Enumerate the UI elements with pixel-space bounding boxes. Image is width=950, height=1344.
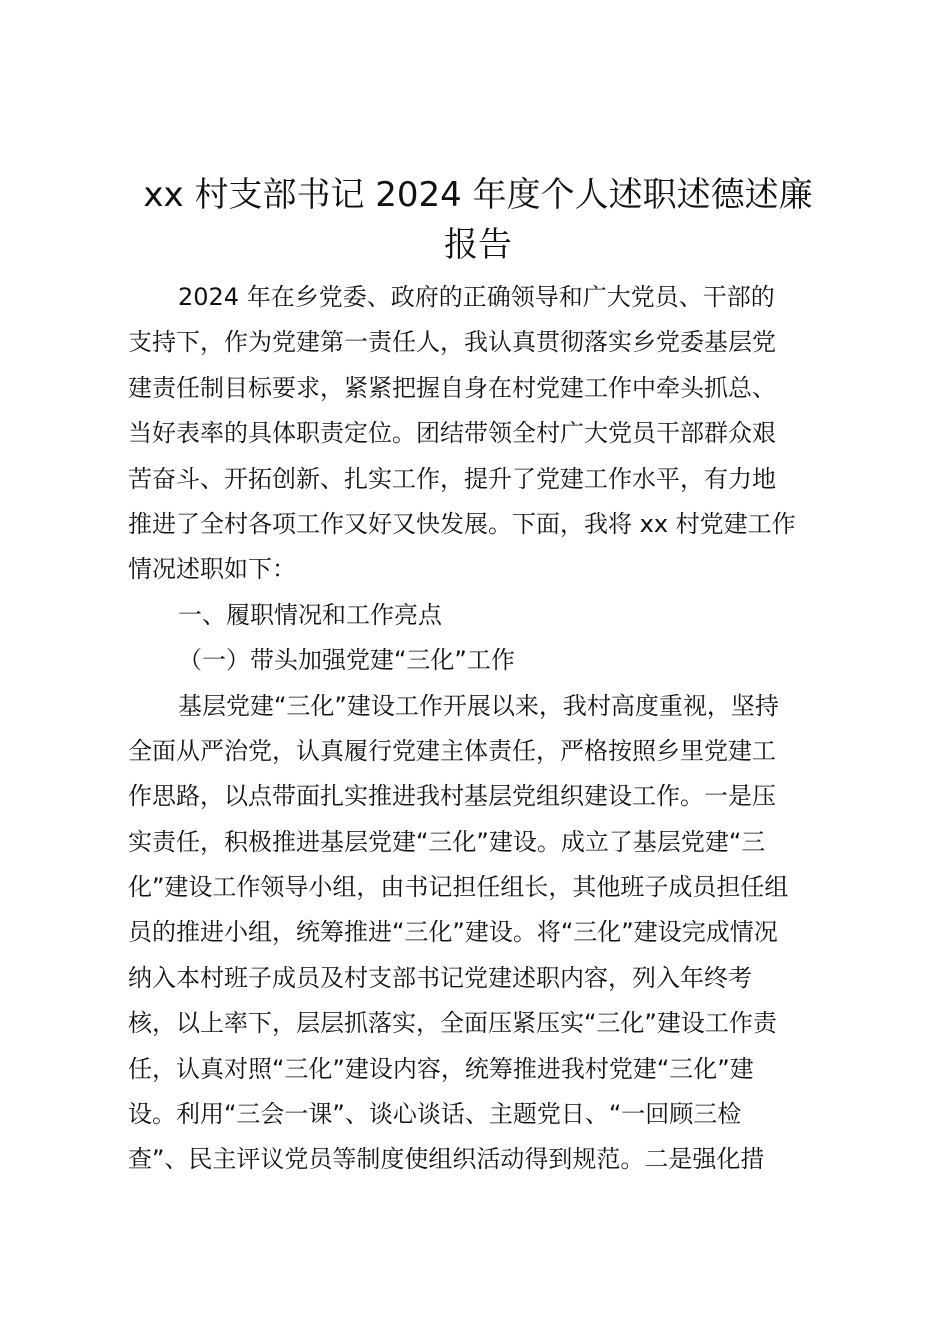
paragraph-line: 建责任制目标要求，紧紧把握自身在村党建工作中牵头抓总、 [128, 373, 776, 402]
paragraph-line: 实责任，积极推进基层党建“三化”建设。成立了基层党建“三 [128, 827, 766, 856]
title-line: xx 村支部书记 2024 年度个人述职述德述廉 [143, 175, 813, 215]
subsection-heading: （一）带头加强党建“三化”工作 [178, 646, 515, 675]
paragraph-line: 基层党建“三化”建设工作开展以来，我村高度重视，坚持 [178, 691, 779, 720]
paragraph-line: 化”建设工作领导小组，由书记担任组长，其他班子成员担任组 [128, 873, 789, 902]
paragraph-line: 苦奋斗、开拓创新、扎实工作，提升了党建工作水平，有力地 [128, 464, 776, 493]
title-line: 报告 [444, 225, 512, 265]
paragraph-line: 支持下，作为党建第一责任人，我认真贯彻落实乡党委基层党 [128, 328, 776, 357]
section-heading: 一、履职情况和工作亮点 [178, 600, 442, 629]
paragraph-line: 2024 年在乡党委、政府的正确领导和广大党员、干部的 [178, 283, 775, 311]
paragraph-line: 任，认真对照“三化”建设内容，统筹推进我村党建“三化”建 [128, 1054, 754, 1083]
paragraph-line: 推进了全村各项工作又好又快发展。下面，我将 xx 村党建工作 [128, 509, 796, 538]
paragraph-line: 查”、民主评议党员等制度使组织活动得到规范。二是强化措 [128, 1145, 765, 1174]
paragraph-line: 当好表率的具体职责定位。团结带领全村广大党员干部群众艰 [128, 419, 776, 448]
paragraph-line: 员的推进小组，统筹推进“三化”建设。将“三化”建设完成情况 [128, 918, 778, 947]
paragraph-line: 全面从严治党，认真履行党建主体责任，严格按照乡里党建工 [128, 736, 776, 765]
paragraph-line: 作思路，以点带面扎实推进我村基层党组织建设工作。一是压 [128, 782, 776, 811]
paragraph-line: 核，以上率下，层层抓落实，全面压紧压实“三化”建设工作责 [128, 1009, 777, 1038]
paragraph-line: 纳入本村班子成员及村支部书记党建述职内容，列入年终考 [128, 963, 752, 992]
paragraph-line: 设。利用“三会一课”、谈心谈话、主题党日、“一回顾三检 [128, 1100, 742, 1129]
paragraph-line: 情况述职如下： [128, 555, 296, 584]
document-title [128, 170, 828, 270]
document-body [128, 277, 838, 1185]
